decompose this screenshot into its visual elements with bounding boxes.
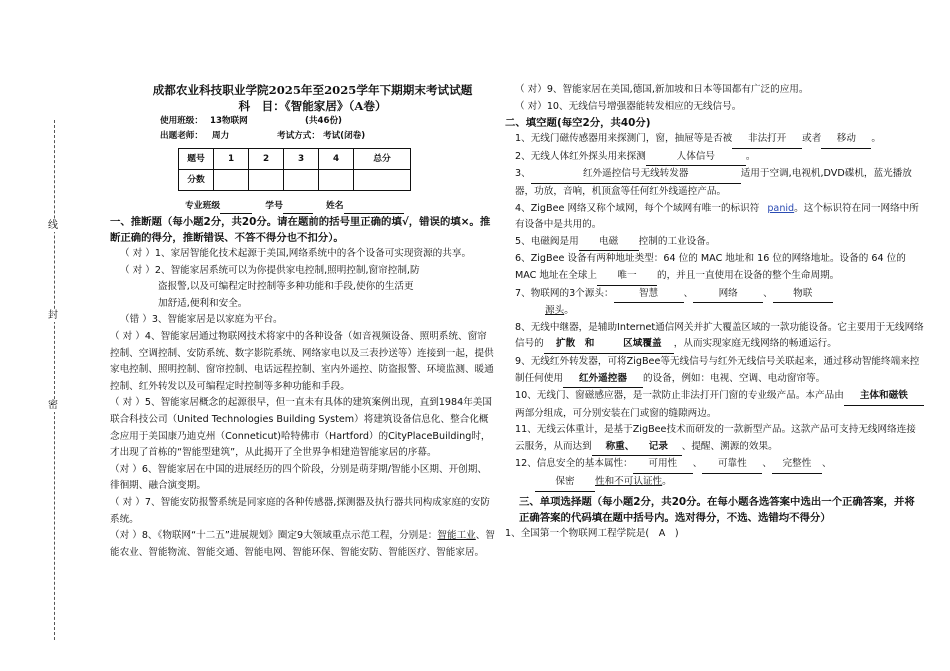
s2-q2: [505, 149, 925, 167]
q-text: 7、物联网的3个源头：: [515, 287, 614, 299]
answer-blank: 可靠性: [702, 456, 762, 474]
s1-item-2: （ 对 ）2、智能家居系统可以为你提供家电控制,照明控制,窗帘控制,防: [120, 264, 420, 276]
score-cell[interactable]: [354, 170, 411, 191]
q-text: 1、无线门磁传感器用来探测门，窗，抽屉等是否被: [515, 133, 733, 145]
s1-item-2-cont: 盗报警,以及可编程定时控制等多种功能和手段,使你的生活更: [158, 281, 414, 293]
binding-margin: [10, 120, 70, 640]
method-value: 考试(闭卷): [322, 131, 366, 141]
q-text: 、: [683, 287, 694, 299]
answer-blank: 电磁: [579, 234, 639, 252]
q-text: 3、: [515, 168, 531, 180]
exam-subject: 科 目：《智能家居》（A卷）: [238, 99, 387, 113]
score-cell[interactable]: [214, 170, 249, 191]
left-column: [110, 82, 495, 561]
s2-q6: [505, 251, 925, 285]
q-text: 6、ZigBee 设备有两种地址类型：64 位的 MAC 地址和 16 位的网络地址。设备的 64 位的 MAC 地址在全球上: [515, 253, 906, 281]
s1-item-7: （ 对 ）7、智能安防报警系统是同家庭的各种传感器,探测器及执行器共同构成家庭的安防系统。: [110, 496, 490, 525]
q-text: 、: [762, 458, 772, 470]
s3-q1: 1、全国第一个物联网工程学院是( A ): [505, 527, 679, 539]
exam-teacher-line: [110, 129, 495, 144]
s2-q4: [505, 201, 925, 234]
binding-word-mi: 密: [48, 400, 58, 411]
answer-blank: 移动: [821, 131, 871, 149]
s2-q11: [505, 422, 925, 456]
q-text: 。: [564, 305, 574, 317]
name-label: 姓名: [325, 201, 344, 211]
q-text: 、: [821, 458, 832, 470]
right-column: [505, 82, 925, 542]
q-text: 。这个标识符在同一网络中所有设备中是共用的。: [515, 202, 919, 231]
section-2-heading: 二、填空题(每空2分，共40分): [505, 117, 651, 130]
answer-blank: 红外遥控器: [563, 371, 643, 389]
binding-word-xian: 线: [48, 220, 58, 231]
score-header-cell: 1: [214, 149, 249, 170]
q-text: 2、无线人体红外探头用来探测: [515, 150, 646, 162]
class-label: 使用班级：: [160, 116, 203, 126]
q-text: ，从而实现家庭无线网络的畅通运行。: [673, 338, 837, 350]
answer-blank: panid: [767, 202, 795, 214]
answer-blank: 保密: [535, 474, 595, 492]
s1-item-8-text: （对 ）8、《物联网“十二五”进展规划》圈定9大领域重点示范工程，分别是：: [110, 530, 438, 542]
answer-blank: 红外遥控信号无线转发器: [531, 166, 741, 184]
major-blank[interactable]: [220, 199, 252, 214]
score-table-value-row: [179, 170, 411, 191]
answer-blank: 可用性: [633, 456, 693, 474]
q-text: 10、无线门、窗磁感应器，是一款防止非法打开门窗的专业级产品。本产品由: [515, 390, 844, 402]
s1-item-8-underlined: 智能工业: [437, 530, 476, 542]
q-text: 的设备，例如：电视、空调、电动窗帘等。: [642, 372, 826, 384]
section-3-heading: 三、单项选择题（每小题2分，共20分。在每小题各选答案中选出一个正确答案，并将正确答案的代码填在题中括号内。选对得分，不选、选错均不得分）: [519, 495, 915, 524]
q-text: 4、ZigBee 网络又称个域网，每个个域网有唯一的标识符: [515, 202, 760, 214]
s1-item-4: （ 对 ）4、智能家居通过物联网技术将家中的各种设备（如音视频设备、照明系统、窗帘控制、空调控制、安防系统、数字影院系统、网络家电以及三表抄送等）连接到一起，提供家电控制、照明控制、窗帘控制、电话远程控制、室内外遥控、防盗报警、环境监测、暖通控制、红外转发以及可编程定时控制等多种功能和手段。: [110, 330, 494, 392]
score-header-cell: 4: [319, 149, 354, 170]
binding-word-feng: 封: [48, 310, 58, 321]
copies: (共46份): [304, 116, 342, 126]
answer-blank: 非法打开: [732, 131, 802, 149]
answer-blank: 完整性: [772, 456, 822, 474]
q-text: 5、电磁阀是用: [515, 235, 579, 247]
answer-blank: 唯一: [597, 268, 657, 286]
id-label: 学号: [265, 201, 283, 211]
score-table: [178, 148, 411, 191]
s2-q10: [505, 388, 925, 422]
score-cell[interactable]: [319, 170, 354, 191]
answer-blank: 源头: [545, 305, 565, 317]
s2-q1: [505, 131, 925, 149]
answer-blank: 物联: [773, 286, 833, 304]
s2-q3: [505, 166, 925, 200]
score-header-cell: 题号: [179, 149, 214, 170]
s1-item-3: （错 ）3、智能家居是以家庭为平台。: [120, 314, 283, 326]
q-text: 。: [871, 133, 881, 145]
score-header-cell: 总分: [354, 149, 411, 170]
answer-blank: 网络: [693, 286, 763, 304]
s2-q12: [505, 456, 925, 491]
score-header-cell: 3: [284, 149, 319, 170]
q-text: 11、无线云体重计，是基于ZigBee技术而研发的一款新型产品。这款产品可支持无线网络连接云服务，从而达到: [515, 424, 916, 452]
answer-blank: 性和不可认证性: [595, 476, 663, 488]
q-text: 或者: [802, 133, 822, 145]
score-cell[interactable]: [284, 170, 319, 191]
answer-blank: 称重、 记录: [592, 439, 682, 457]
score-header-cell: 2: [249, 149, 284, 170]
q-text: 8、无线中继器，是辅助Internet通信网关并扩大覆盖区域的一款功能设备。它主要用于无线网络信号的: [515, 321, 924, 350]
s2-q8: [505, 320, 925, 354]
q-text: 、: [763, 287, 773, 299]
score-table-header-row: [179, 149, 411, 170]
answer-blank: 人体信号: [646, 149, 746, 167]
q-text: 。: [662, 476, 672, 488]
q-text: 、提醒、溯源的效果。: [681, 440, 778, 452]
q-text: 、: [692, 458, 703, 470]
answer-blank: 主体和磁铁: [844, 388, 924, 406]
answer-blank: 扩散 和 区域覆盖: [544, 336, 674, 354]
binding-dashed-line: [54, 120, 55, 640]
s2-q7: [505, 286, 925, 320]
q-text: 9、无线红外转发器，可将ZigBee等无线信号与红外无线信号关联起来，通过移动智能终端来控制任何使用: [515, 355, 920, 384]
teacher-value: 周力: [211, 131, 230, 141]
q-text: 的，并且一直使用在设备的整个生命周期。: [656, 269, 840, 281]
s1-item-10: （ 对）10、无线信号增强器能转发相应的无线信号。: [515, 100, 742, 112]
answer-blank: 智慧: [614, 286, 684, 304]
major-label: 专业班级: [185, 201, 221, 211]
exam-class-line: [110, 114, 495, 129]
q-text: 12、信息安全的基本属性：: [515, 458, 633, 470]
id-blank[interactable]: [283, 199, 313, 214]
s1-item-8: [110, 528, 495, 561]
student-info-line: [185, 199, 495, 214]
s2-q5: [505, 234, 925, 252]
s1-item-9: （ 对）9、智能家居在美国,德国,新加坡和日本等国都有广泛的应用。: [515, 84, 809, 95]
s1-item-2-cont: 加舒适,便利和安全。: [158, 297, 248, 309]
method-label: 考试方式：: [276, 131, 320, 141]
q-text: 。: [745, 150, 756, 162]
score-cell[interactable]: [249, 170, 284, 191]
s1-item-1: （ 对 ）1、家居智能化技术起源于美国,网络系统中的各个设备可实现资源的共享。: [120, 248, 472, 259]
s1-item-8-rest: 、智能农业、智能物流、智能交通、智能电网、智能环保、智能安防、智能医疗、智能家居。: [110, 530, 495, 558]
s1-item-6: （对 ）6、智能家居在中国的进展经历的四个阶段，分别是萌芽期/智能小区期、开创期、徘徊期、融合演变期。: [110, 463, 487, 492]
q-text: 控制的工业设备。: [638, 235, 716, 247]
class-value: 13物联网: [209, 116, 248, 126]
s2-q9: [505, 354, 925, 388]
name-blank[interactable]: [344, 199, 404, 214]
s1-item-5: （ 对 ）5、智能家居概念的起源很早，但一直未有具体的建筑案例出现，直到1984年美国联合科技公司（United Technologies Building System）将建筑设备信息化、整合化概念应用于美国康乃迪克州（Conneticut)哈特佛市（Hartford）的CityPlaceBuilding时，才出现了首栋的“智能型建筑”，从此揭开了全世界争相建造智能家居的序幕。: [110, 397, 492, 459]
section-1-heading: 一、推断题（每小题2分，共20分。请在题前的括号里正确的填√，错误的填×。推断正确的得分，推断错误、不答不得分也不扣分）。: [110, 216, 491, 244]
score-row-label: 分数: [179, 170, 214, 191]
exam-title: 成都农业科技职业学院2025年至2025学年下期期末考试试题: [152, 83, 473, 97]
q-text: 两部分组成，可分别安装在门或窗的缝隙两边。: [515, 407, 717, 419]
q-text: 适用于空调,电视机,DVD碟机，蓝光播放器，功放，音响，机顶盒等任何红外线遥控产品。: [515, 168, 912, 197]
teacher-label: 出题老师：: [160, 131, 203, 141]
